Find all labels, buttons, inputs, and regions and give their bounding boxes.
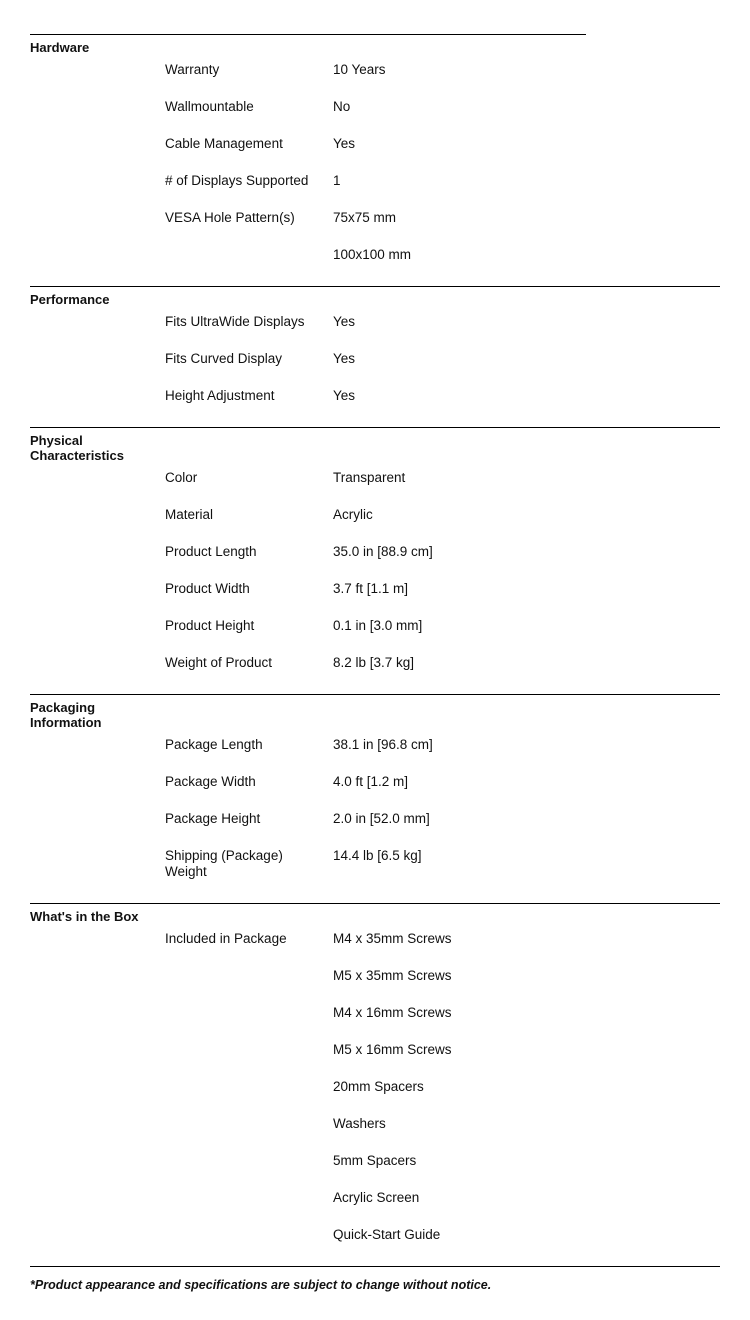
spec-label: Package Width [165,774,256,789]
section-rows [165,303,720,414]
spec-row [165,957,720,994]
footer-disclaimer: *Product appearance and specifications are subject to change without notice. [30,1266,720,1303]
spec-value: 1 [333,173,341,188]
spec-value: 10 Years [333,62,386,77]
spec-label: # of Displays Supported [165,173,309,188]
spec-label: Fits UltraWide Displays [165,314,305,329]
spec-row [165,1216,720,1253]
section-title: Hardware [30,40,90,55]
spec-row [165,1031,720,1068]
spec-label: Material [165,507,214,522]
section-rows [165,51,720,273]
spec-row [165,340,720,377]
spec-value: 8.2 lb [3.7 kg] [333,655,415,670]
section-title: What's in the Box [30,909,139,924]
spec-row [165,459,720,496]
spec-sections [30,35,720,1266]
spec-value: M5 x 16mm Screws [333,1042,452,1057]
section-title: Packaging Information [30,700,102,730]
spec-row [165,726,720,763]
spec-value: 100x100 mm [333,247,412,262]
spec-row [165,377,720,414]
section-rows [165,726,720,890]
spec-value: Transparent [333,470,406,485]
spec-value: M4 x 35mm Screws [333,931,452,946]
spec-value: 3.7 ft [1.1 m] [333,581,409,596]
spec-label: Wallmountable [165,99,254,114]
spec-label: Fits Curved Display [165,351,283,366]
spec-row [165,994,720,1031]
spec-label: Cable Management [165,136,283,151]
spec-row [165,303,720,340]
spec-value: M4 x 16mm Screws [333,1005,452,1020]
spec-section [30,35,720,286]
spec-row [165,51,720,88]
spec-label: Package Length [165,737,263,752]
spec-row [165,800,720,837]
spec-row [165,763,720,800]
spec-value: M5 x 35mm Screws [333,968,452,983]
spec-row [165,1179,720,1216]
spec-label: Product Width [165,581,250,596]
spec-row [165,1068,720,1105]
section-title: Physical Characteristics [30,433,124,463]
spec-value: 0.1 in [3.0 mm] [333,618,423,633]
spec-value: Acrylic Screen [333,1190,420,1205]
spec-value: 75x75 mm [333,210,397,225]
spec-row [165,496,720,533]
spec-value: Washers [333,1116,386,1131]
spec-label: Product Length [165,544,257,559]
spec-row [165,920,720,957]
spec-row [165,570,720,607]
spec-value: Yes [333,136,356,151]
spec-row [165,607,720,644]
spec-row [165,837,720,890]
spec-value: No [333,99,351,114]
spec-section [30,694,720,903]
spec-row [165,644,720,681]
section-title: Performance [30,292,110,307]
spec-label: Height Adjustment [165,388,275,403]
spec-label: Warranty [165,62,220,77]
spec-row [165,236,720,273]
spec-value: 4.0 ft [1.2 m] [333,774,409,789]
spec-row [165,199,720,236]
spec-value: Yes [333,351,356,366]
spec-row [165,1142,720,1179]
spec-label: Weight of Product [165,655,273,670]
section-rows [165,920,720,1253]
spec-section [30,427,720,694]
spec-label: Product Height [165,618,255,633]
spec-label: Package Height [165,811,261,826]
spec-value: Yes [333,388,356,403]
spec-row [165,1105,720,1142]
spec-value: 5mm Spacers [333,1153,417,1168]
spec-label: Shipping (Package) Weight [165,848,283,879]
spec-row [165,162,720,199]
spec-label: Included in Package [165,931,287,946]
spec-value: 38.1 in [96.8 cm] [333,737,433,752]
spec-value: Quick-Start Guide [333,1227,441,1242]
spec-label: VESA Hole Pattern(s) [165,210,295,225]
spec-section [30,903,720,1266]
spec-row [165,533,720,570]
spec-value: Yes [333,314,356,329]
spec-row [165,125,720,162]
spec-value: 20mm Spacers [333,1079,424,1094]
spec-value: Acrylic [333,507,373,522]
section-rows [165,459,720,681]
spec-value: 35.0 in [88.9 cm] [333,544,433,559]
spec-row [165,88,720,125]
spec-value: 14.4 lb [6.5 kg] [333,848,422,863]
spec-value: 2.0 in [52.0 mm] [333,811,430,826]
spec-label: Color [165,470,198,485]
spec-section [30,286,720,427]
